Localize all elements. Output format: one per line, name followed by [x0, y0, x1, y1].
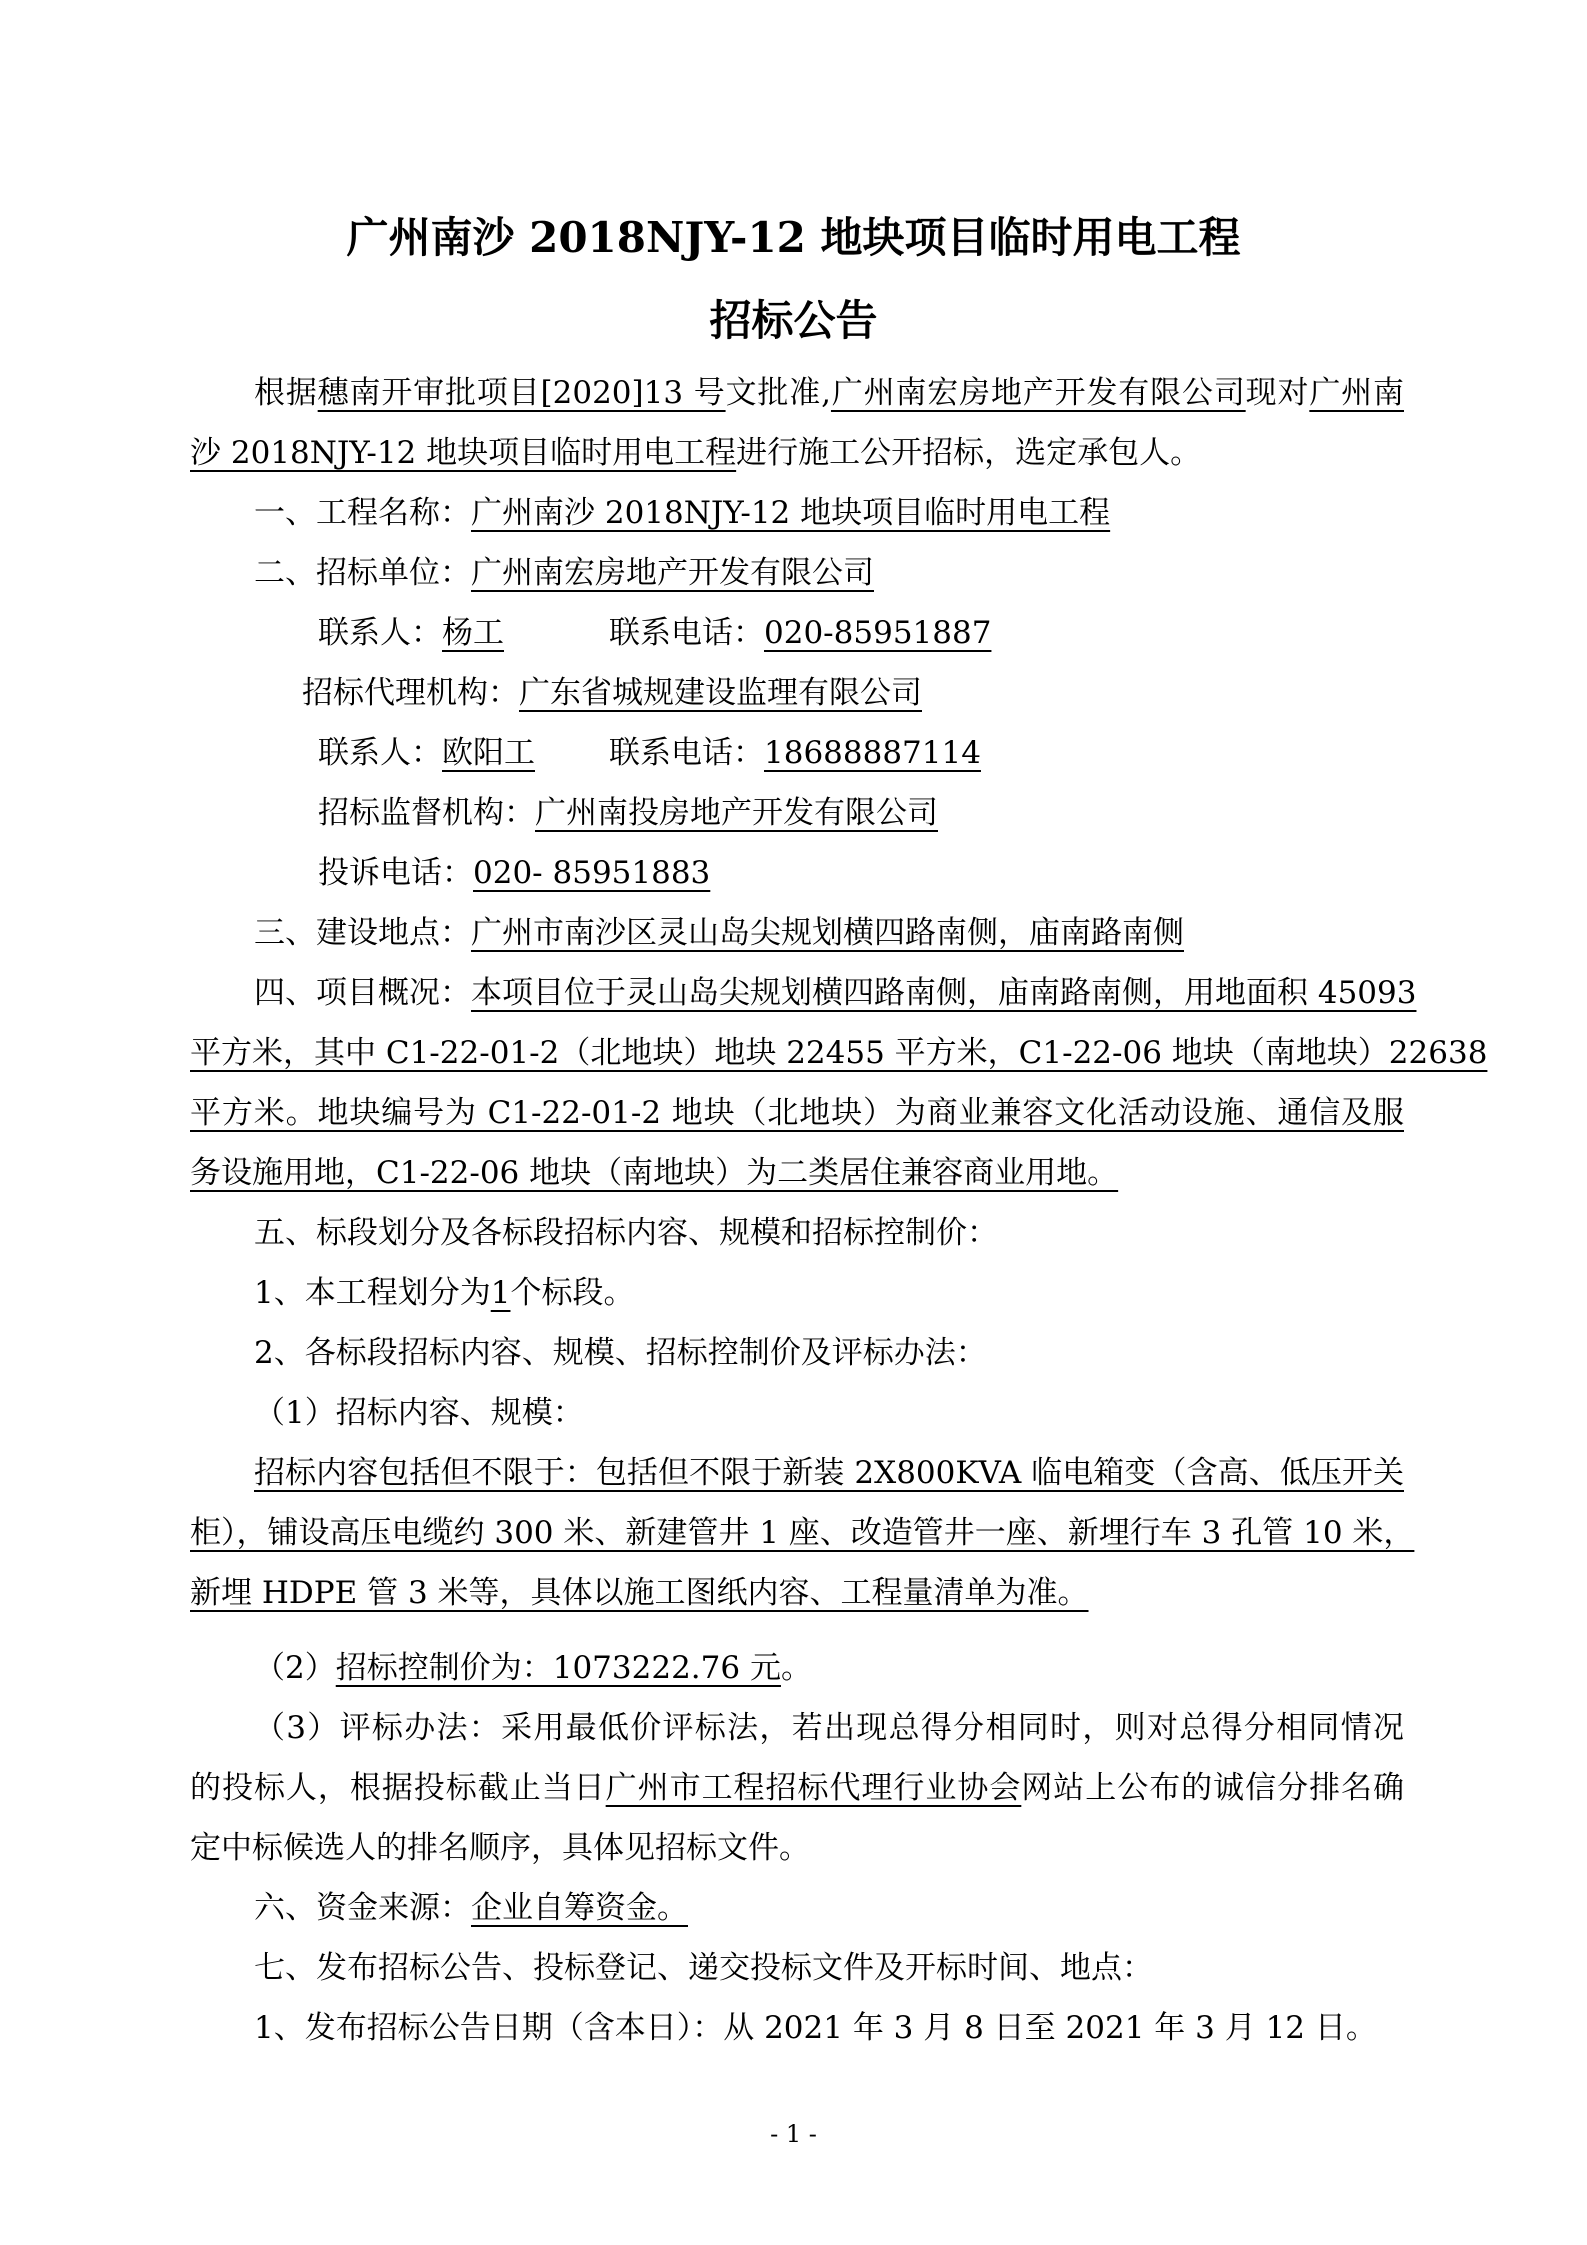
item-text: 个标段。: [510, 1275, 635, 1311]
supervisor-name: 广州南投房地产开发有限公司: [535, 795, 938, 831]
intro-text: 现对: [1245, 375, 1310, 411]
scope-heading: （1）招标内容、规模：: [254, 1395, 584, 1431]
scope-text: 招标内容包括但不限于：包括但不限于新装 2X800KVA 临电箱变（含高、低压开关: [254, 1455, 1404, 1491]
agency-phone: [609, 735, 981, 772]
field-label: 招标监督机构：: [318, 795, 535, 831]
phone-number: 18688887114: [764, 735, 981, 771]
agency-name: 广东省城规建设监理有限公司: [519, 675, 922, 711]
page-number: - 1 -: [770, 2120, 817, 2148]
field-label: 投诉电话：: [318, 855, 473, 891]
item-text: 的投标人，根据投标截止当日: [190, 1770, 606, 1806]
section-lots-heading: 五、标段划分及各标段招标内容、规模和招标控制价：: [254, 1215, 998, 1251]
field-label: 招标代理机构：: [302, 675, 519, 711]
agency-contact: [318, 735, 535, 772]
overview-text: 平方米，其中 C1-22-01-2（北地块）地块 22455 平方米，C1-22-06 地块（南地块）22638: [190, 1035, 1488, 1071]
scope-line-2: [190, 1515, 1415, 1552]
intro-text: 文批准,: [725, 375, 831, 411]
field-label: 联系电话：: [609, 615, 764, 651]
overview-line-4: [190, 1155, 1118, 1192]
evaluation-line-3: 定中标候选人的排名顺序，具体见招标文件。: [190, 1830, 810, 1866]
phone-number: 020- 85951883: [473, 855, 711, 891]
evaluation-line-1: （3）评标办法：采用最低价评标法，若出现总得分相同时，则对总得分相同情况: [254, 1710, 1404, 1746]
agency: [302, 675, 922, 712]
intro-text: 进行施工公开招标，选定承包人。: [736, 435, 1202, 471]
field-label: 二、招标单位：: [254, 555, 471, 591]
item-text: 网站上公布的诚信分排名确: [1021, 1770, 1405, 1806]
phone-number: 020-85951887: [764, 615, 992, 651]
section-project-name: [254, 495, 1110, 532]
field-label: 联系人：: [318, 735, 442, 771]
overview-text: 平方米。地块编号为 C1-22-01-2 地块（北地块）为商业兼容文化活动设施、通信及服: [190, 1095, 1404, 1131]
contact-name: 欧阳工: [442, 735, 535, 771]
field-value: 广州市南沙区灵山岛尖规划横四路南侧，庙南路南侧: [471, 915, 1184, 951]
control-price-value: 招标控制价为：1073222.76 元: [335, 1650, 781, 1686]
supervisor: [318, 795, 938, 832]
field-label: 三、建设地点：: [254, 915, 471, 951]
intro-line-2: [190, 435, 1201, 472]
section-location: [254, 915, 1184, 952]
evaluation-line-2: [190, 1770, 1404, 1807]
field-label: 联系人：: [318, 615, 442, 651]
field-value: 广州南宏房地产开发有限公司: [471, 555, 874, 591]
section-schedule-heading: 七、发布招标公告、投标登记、递交投标文件及开标时间、地点：: [254, 1950, 1153, 1986]
tenderer-phone: [609, 615, 991, 652]
field-label: 六、资金来源：: [254, 1890, 471, 1926]
announcement-period: 1、发布招标公告日期（含本日）：从 2021 年 3 月 8 日至 2021 年 3 月 12 日。: [254, 2010, 1377, 2046]
intro-line-1: [254, 375, 1404, 412]
scope-text: 新埋 HDPE 管 3 米等，具体以施工图纸内容、工程量清单为准。: [190, 1575, 1089, 1611]
field-value: 企业自筹资金。: [471, 1890, 688, 1926]
complaint-phone: [318, 855, 710, 892]
field-value: 广州南沙 2018NJY-12 地块项目临时用电工程: [471, 495, 1111, 531]
field-label: 联系电话：: [609, 735, 764, 771]
scope-line-3: [190, 1575, 1089, 1612]
project-name: 沙 2018NJY-12 地块项目临时用电工程: [190, 435, 737, 471]
lots-detail-heading: 2、各标段招标内容、规模、招标控制价及评标办法：: [254, 1335, 987, 1371]
intro-text: 根据: [254, 375, 318, 411]
overview-line-1: [254, 975, 1417, 1012]
lots-count: [254, 1275, 634, 1312]
project-name: 广州南: [1309, 375, 1404, 411]
section-funding: [254, 1890, 688, 1927]
approval-number: 穗南开审批项目[2020]13 号: [317, 375, 726, 411]
tenderer-name: 广州南宏房地产开发有限公司: [830, 375, 1246, 411]
contact-name: 杨工: [442, 615, 504, 651]
scope-text: 柜），铺设高压电缆约 300 米、新建管井 1 座、改造管井一座、新埋行车 3 孔管 10 米，: [190, 1515, 1415, 1551]
overview-line-2: [190, 1035, 1488, 1072]
item-text: 。: [780, 1650, 812, 1686]
item-text: （2）: [254, 1650, 336, 1686]
item-text: 1、本工程划分为: [254, 1275, 491, 1311]
scope-line-1: [254, 1455, 1404, 1492]
tenderer-contact: [318, 615, 504, 652]
lot-count: 1: [490, 1275, 511, 1311]
overview-text: 务设施用地，C1-22-06 地块（南地块）为二类居住兼容商业用地。: [190, 1155, 1119, 1191]
overview-text: 本项目位于灵山岛尖规划横四路南侧，庙南路南侧，用地面积 45093: [471, 975, 1417, 1011]
overview-line-3: [190, 1095, 1404, 1132]
section-tenderer: [254, 555, 874, 592]
document-title: 广州南沙 2018NJY-12 地块项目临时用电工程: [346, 213, 1241, 262]
control-price: [254, 1650, 812, 1687]
field-label: 四、项目概况：: [254, 975, 471, 1011]
field-label: 一、工程名称：: [254, 495, 471, 531]
document-subtitle: 招标公告: [709, 296, 878, 345]
association-name: 广州市工程招标代理行业协会: [605, 1770, 1022, 1806]
